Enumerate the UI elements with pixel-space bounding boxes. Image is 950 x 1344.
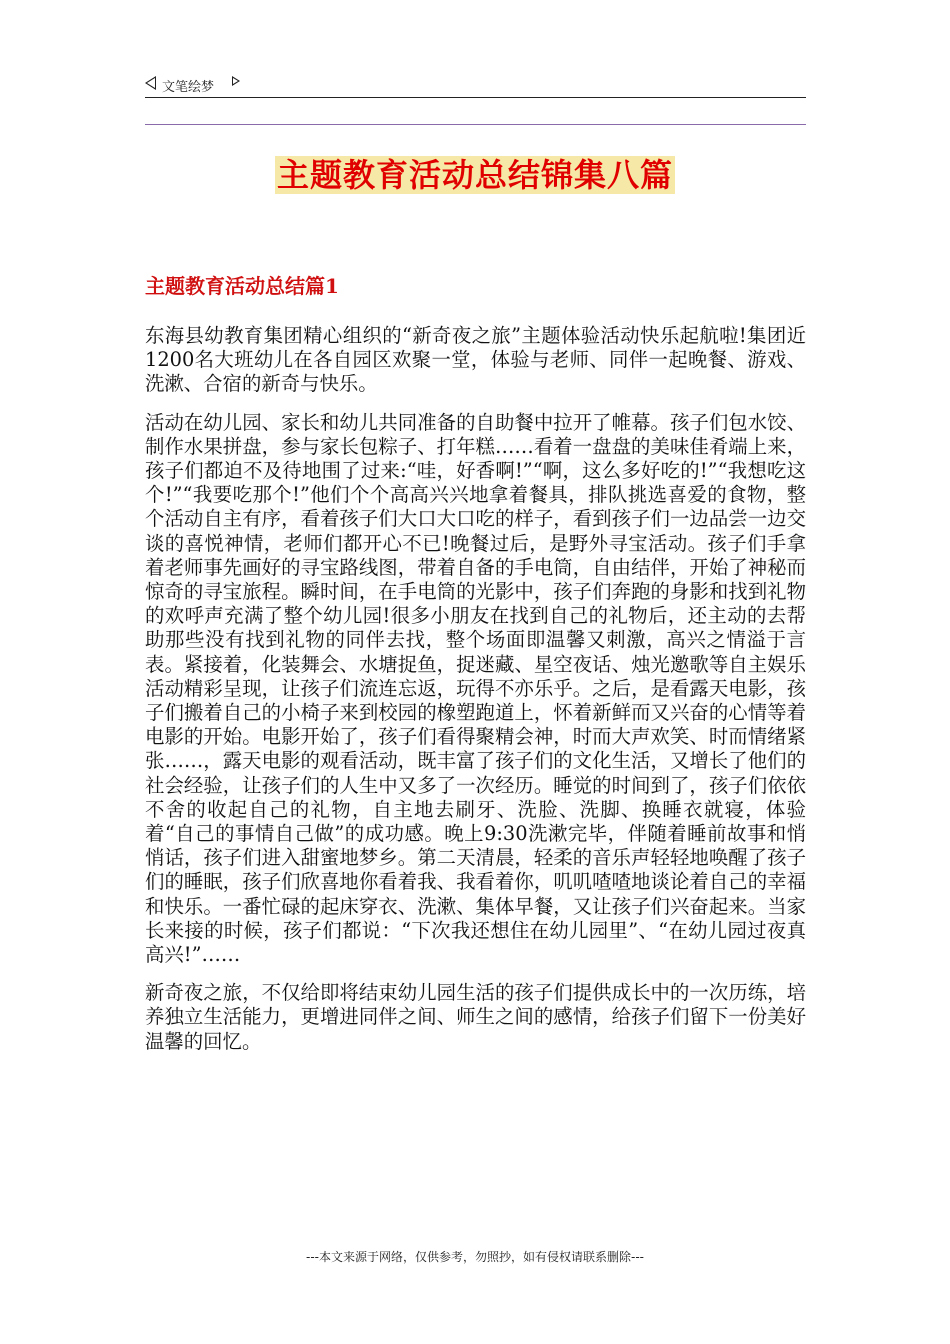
title-divider [145,124,806,125]
paragraph-3: 新奇夜之旅，不仅给即将结束幼儿园生活的孩子们提供成长中的一次历练，培养独立生活能力，更增进同伴之间、师生之间的感情，给孩子们留下一份美好温馨的回忆。 [145,981,806,1053]
document-title-wrapper [0,150,950,196]
paragraph-1: 东海县幼教育集团精心组织的“新奇夜之旅”主题体验活动快乐起航啦!集团近1200名大班幼儿在各自园区欢聚一堂，体验与老师、同伴一起晚餐、游戏、洗漱、合宿的新奇与快乐。 [145,324,806,396]
footer-disclaimer: ---本文来源于网络，仅供参考，勿照抄，如有侵权请联系删除--- [306,1250,644,1264]
triangle-left-icon [145,76,156,90]
header-divider [145,97,806,98]
document-body [145,324,806,1068]
paragraph-2: 活动在幼儿园、家长和幼儿共同准备的自助餐中拉开了帷幕。孩子们包水饺、制作水果拼盘，参与家长包粽子、打年糕……看着一盘盘的美味佳肴端上来，孩子们都迫不及待地围了过来:“哇，好香啊!”“啊，这么多好吃的!”“我想吃这个!”“我要吃那个!”他们个个高高兴兴地拿着餐具，排队挑选喜爱的食物，整个活动自主有序，看着孩子们大口大口吃的样子，看到孩子们一边品尝一边交谈的喜悦神情，老师们都开心不已!晚餐过后，是野外寻宝活动。孩子们手拿着老师事先画好的寻宝路线图，带着自备的手电筒，自由结伴，开始了神秘而惊奇的寻宝旅程。瞬时间，在手电筒的光影中，孩子们奔跑的身影和找到礼物的欢呼声充满了整个幼儿园!很多小朋友在找到自己的礼物后，还主动的去帮助那些没有找到礼物的同伴去找，整个场面即温馨又刺激，高兴之情溢于言表。紧接着，化装舞会、水塘捉鱼，捉迷藏、星空夜话、烛光邀歌等自主娱乐活动精彩呈现，让孩子们流连忘返，玩得不亦乐乎。之后，是看露天电影，孩子们搬着自己的小椅子来到校园的橡塑跑道上，怀着新鲜而又兴奋的心情等着电影的开始。电影开始了，孩子们看得聚精会神，时而大声欢笑、时而情绪紧张……，露天电影的观看活动，既丰富了孩子们的文化生活，又增长了他们的社会经验，让孩子们的人生中又多了一次经历。睡觉的时间到了，孩子们依依不舍的收起自己的礼物，自主地去刷牙、洗脸、洗脚、换睡衣就寝，体验着“自己的事情自己做”的成功感。晚上9:30洗漱完毕，伴随着睡前故事和悄悄话，孩子们进入甜蜜地梦乡。第二天清晨，轻柔的音乐声轻轻地唤醒了孩子们的睡眠，孩子们欣喜地你看着我、我看着你，叽叽喳喳地谈论着自己的幸福和快乐。一番忙碌的起床穿衣、洗漱、集体早餐，又让孩子们兴奋起来。当家长来接的时候，孩子们都说：“下次我还想住在幼儿园里”、“在幼儿园过夜真高兴!”…… [145,410,806,967]
section-heading: 主题教育活动总结篇1 [145,274,339,298]
triangle-right-icon [232,76,240,86]
brand-name: 文笔绘梦 [162,80,215,95]
page-header [145,72,806,98]
document-title: 主题教育活动总结锦集八篇 [276,156,673,194]
